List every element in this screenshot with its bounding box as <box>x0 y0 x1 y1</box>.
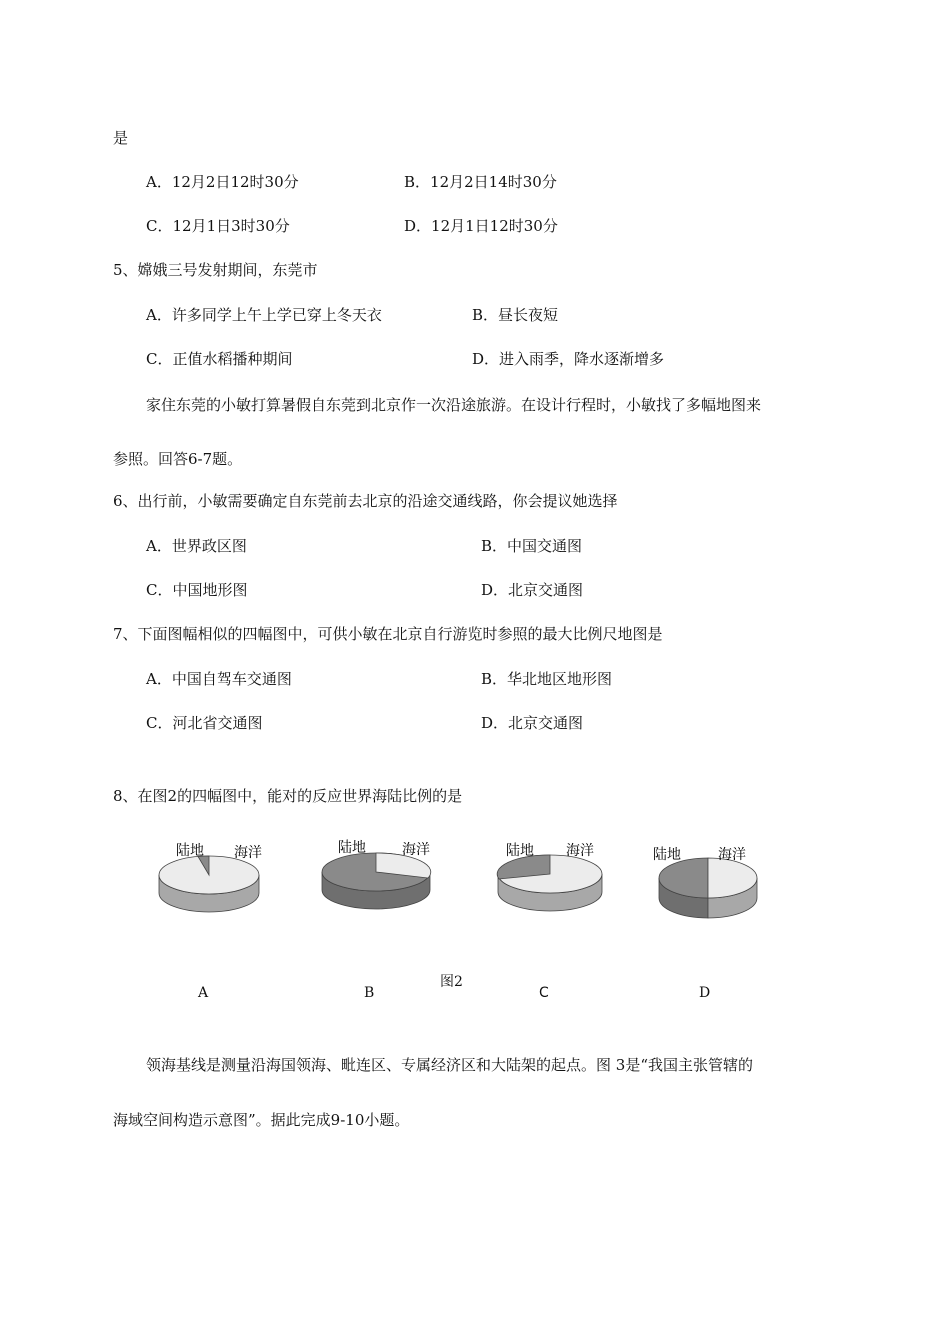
q5-option-c: C．正值水稻播种期间 <box>146 350 293 368</box>
q4-option-a: A．12月2日12时30分 <box>146 173 299 191</box>
pie-a <box>159 842 262 912</box>
pie-b-letter: B <box>364 985 375 1001</box>
intro-paragraph-line-1: 家住东莞的小敏打算暑假自东莞到北京作一次沿途旅游。在设计行程时，小敏找了多幅地图来 <box>146 396 762 414</box>
figure-2-caption: 图2 <box>440 974 463 990</box>
q6-option-c: C．中国地形图 <box>146 581 248 599</box>
pie-c <box>497 842 602 911</box>
q6-option-b: B．中国交通图 <box>481 537 583 555</box>
q4-option-c: C．12月1日3时30分 <box>146 217 290 235</box>
q5-option-d: D．进入雨季，降水逐渐增多 <box>472 350 665 368</box>
intro2-paragraph-line-2: 海域空间构造示意图”。据此完成9-10小题。 <box>113 1111 410 1129</box>
q4-option-d: D．12月1日12时30分 <box>404 217 558 235</box>
pie-d-ocean-label: 海洋 <box>718 847 746 863</box>
q6-option-a: A．世界政区图 <box>146 537 247 555</box>
q4-option-b: B．12月2日14时30分 <box>404 173 557 191</box>
pie-c-letter: C <box>539 985 549 1001</box>
pie-a-ocean-label: 海洋 <box>234 845 262 861</box>
pie-d-land-label: 陆地 <box>653 847 681 863</box>
pie-a-letter: A <box>198 985 209 1001</box>
pie-b <box>322 839 431 909</box>
pie-d <box>653 846 757 918</box>
q5-option-a: A．许多同学上午上学已穿上冬天衣 <box>146 306 382 324</box>
pie-a-land-label: 陆地 <box>176 843 204 859</box>
q6-option-d: D．北京交通图 <box>481 581 584 599</box>
pie-b-land-label: 陆地 <box>338 840 366 856</box>
q8-stem: 8、在图2的四幅图中，能对的反应世界海陆比例的是 <box>113 787 463 805</box>
q7-option-a: A．中国自驾车交通图 <box>146 670 292 688</box>
q5-stem: 5、嫦娥三号发射期间，东莞市 <box>113 261 318 279</box>
q6-stem: 6、出行前，小敏需要确定自东莞前去北京的沿途交通线路，你会提议她选择 <box>113 492 618 510</box>
q5-option-b: B．昼长夜短 <box>472 306 559 324</box>
intro-paragraph-line-2: 参照。回答6-7题。 <box>113 450 243 468</box>
q7-stem: 7、下面图幅相似的四幅图中，可供小敏在北京自行游览时参照的最大比例尺地图是 <box>113 625 663 643</box>
pie-c-ocean-label: 海洋 <box>566 843 594 859</box>
intro2-paragraph-line-1: 领海基线是测量沿海国领海、毗连区、专属经济区和大陆架的起点。图 3是“我国主张管辖的 <box>146 1056 753 1074</box>
pie-b-ocean-label: 海洋 <box>402 842 430 858</box>
figure-2-pies <box>0 830 950 930</box>
q7-option-c: C．河北省交通图 <box>146 714 263 732</box>
prev-question-ending: 是 <box>113 129 129 147</box>
q7-option-d: D．北京交通图 <box>481 714 584 732</box>
q7-option-b: B．华北地区地形图 <box>481 670 613 688</box>
pie-c-land-label: 陆地 <box>506 843 534 859</box>
pie-d-letter: D <box>699 985 711 1001</box>
